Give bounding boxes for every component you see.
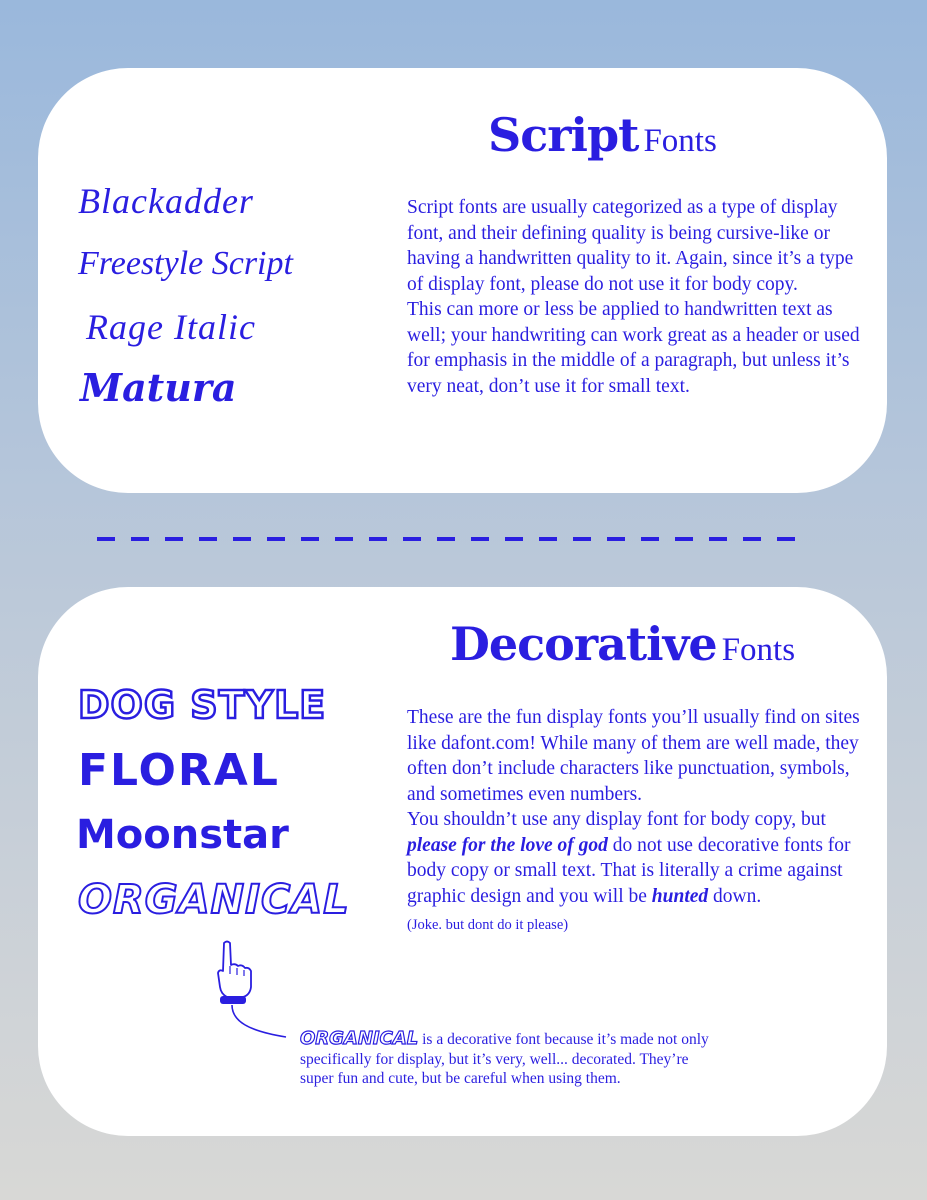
para2-part-b: do not use decorative fonts for body copy or small text. That is literally a crime against graphic design and you will be <box>407 834 851 907</box>
caption-text: is a decorative font because it’s made not only specifically for display, but it’s very, well... decorated. They’re super fun and cute, but be careful when using them. <box>300 1031 709 1087</box>
decorative-description <box>407 705 867 935</box>
sample-rage-italic: Rage Italic <box>86 307 256 347</box>
sample-floral: FLORAL <box>78 745 280 796</box>
caption-font-sample: ORGANICAL <box>300 1028 419 1049</box>
joke-note: (Joke. but dont do it please) <box>407 917 569 933</box>
sample-dog-style: DOG STYLE <box>78 683 327 727</box>
title-rest: Fonts <box>643 123 717 159</box>
script-fonts-card <box>38 68 887 493</box>
pointing-hand-icon <box>208 939 288 1039</box>
organical-caption <box>300 1029 720 1089</box>
script-section-title <box>488 108 717 162</box>
para2-part-a: You shouldn’t use any display font for body copy, but <box>407 809 826 830</box>
sample-matura: Matura <box>80 365 237 410</box>
sample-blackadder: Blackadder <box>78 181 254 221</box>
title-rest: Fonts <box>721 632 796 668</box>
script-paragraph-1: Script fonts are usually categorized as a type of display font, and their defining quality is being cursive-like or having a handwritten quality to it. Again, since it’s a type of display font, please do not use it for body copy. <box>407 197 854 295</box>
decorative-paragraph-1: These are the fun display fonts you’ll usually find on sites like dafont.com! While many of them are well made, they often don’t include characters like punctuation, symbols, and sometimes even numbers. <box>407 707 860 805</box>
title-bold: Script <box>488 108 639 162</box>
emphasis-hunted: hunted <box>651 885 709 907</box>
script-description <box>407 195 867 399</box>
para2-part-c: down. <box>708 885 762 907</box>
decorative-fonts-card <box>38 587 887 1136</box>
decorative-section-title <box>450 617 795 671</box>
sample-moonstar: Moonstar <box>76 812 289 858</box>
title-bold: Decorative <box>450 617 717 671</box>
sample-organical: ORGANICAL <box>78 877 350 923</box>
script-paragraph-2: This can more or less be applied to handwritten text as well; your handwriting can work great as a header or used for emphasis in the middle of a paragraph, but unless it’s very neat, don’t use it for small text. <box>407 299 860 397</box>
sample-freestyle-script: Freestyle Script <box>78 245 293 282</box>
section-divider <box>97 537 810 541</box>
emphasis-text: please for the love of god <box>407 834 608 856</box>
decorative-paragraph-2 <box>407 807 867 909</box>
